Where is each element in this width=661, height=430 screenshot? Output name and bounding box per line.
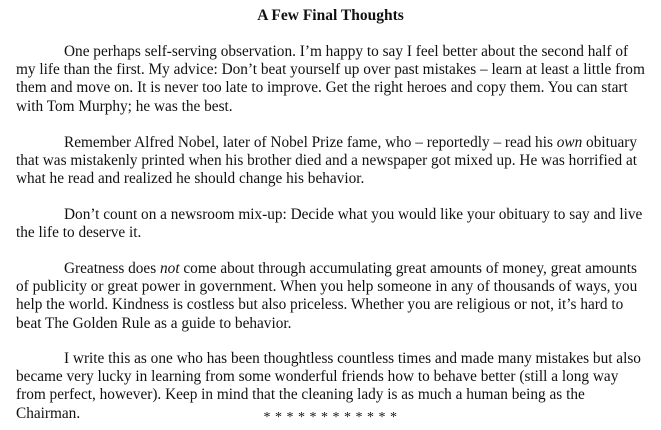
section-separator: * * * * * * * * * * * * — [263, 410, 398, 425]
page-title: A Few Final Thoughts — [257, 7, 404, 24]
paragraph-text: Greatness does — [64, 260, 161, 277]
paragraph-text: Remember Alfred Nobel, later of Nobel Prize fame, who – reportedly – read his — [64, 134, 557, 151]
paragraph-text: obituary that was mistakenly printed when his brother died and a newspaper got mixed up. He was horrified at what he read and realized he should change his behavior. — [16, 134, 638, 188]
emphasis-text: own — [556, 134, 583, 151]
paragraph-newsroom-mixup: Don’t count on a newsroom mix-up: Decide what you would like your obituary to say and live the life to deserve it. — [16, 206, 643, 242]
paragraph-text: come about through accumulating great amounts of money, great amounts of publicity or great power in government. When you help someone in any of thousands of ways, you help the world. Kindness is costless but also priceless. Whether you are religious or not, it’s hard to beat The Golden Rule as a guide to behavior. — [16, 260, 638, 332]
paragraph-self-serving-observation: One perhaps self-serving observation. I’m happy to say I feel better about the second half of my life than the first. My advice: Don’t beat yourself up over past mistakes – learn at least a little from them and move on. It is never too late to improve. Get the right heroes and copy them. You can start with Tom Murphy; he was the best. — [16, 43, 645, 115]
paragraph-greatness — [16, 260, 648, 333]
paragraph-thoughtless: I write this as one who has been thoughtless countless times and made many mistakes but also became very lucky in learning from some wonderful friends how to behave better (still a long way from perfect, however). Keep in mind that the cleaning lady is as much a human being as the Chairman. — [16, 350, 641, 422]
paragraph-alfred-nobel — [16, 134, 648, 189]
emphasis-text: not — [160, 260, 180, 277]
